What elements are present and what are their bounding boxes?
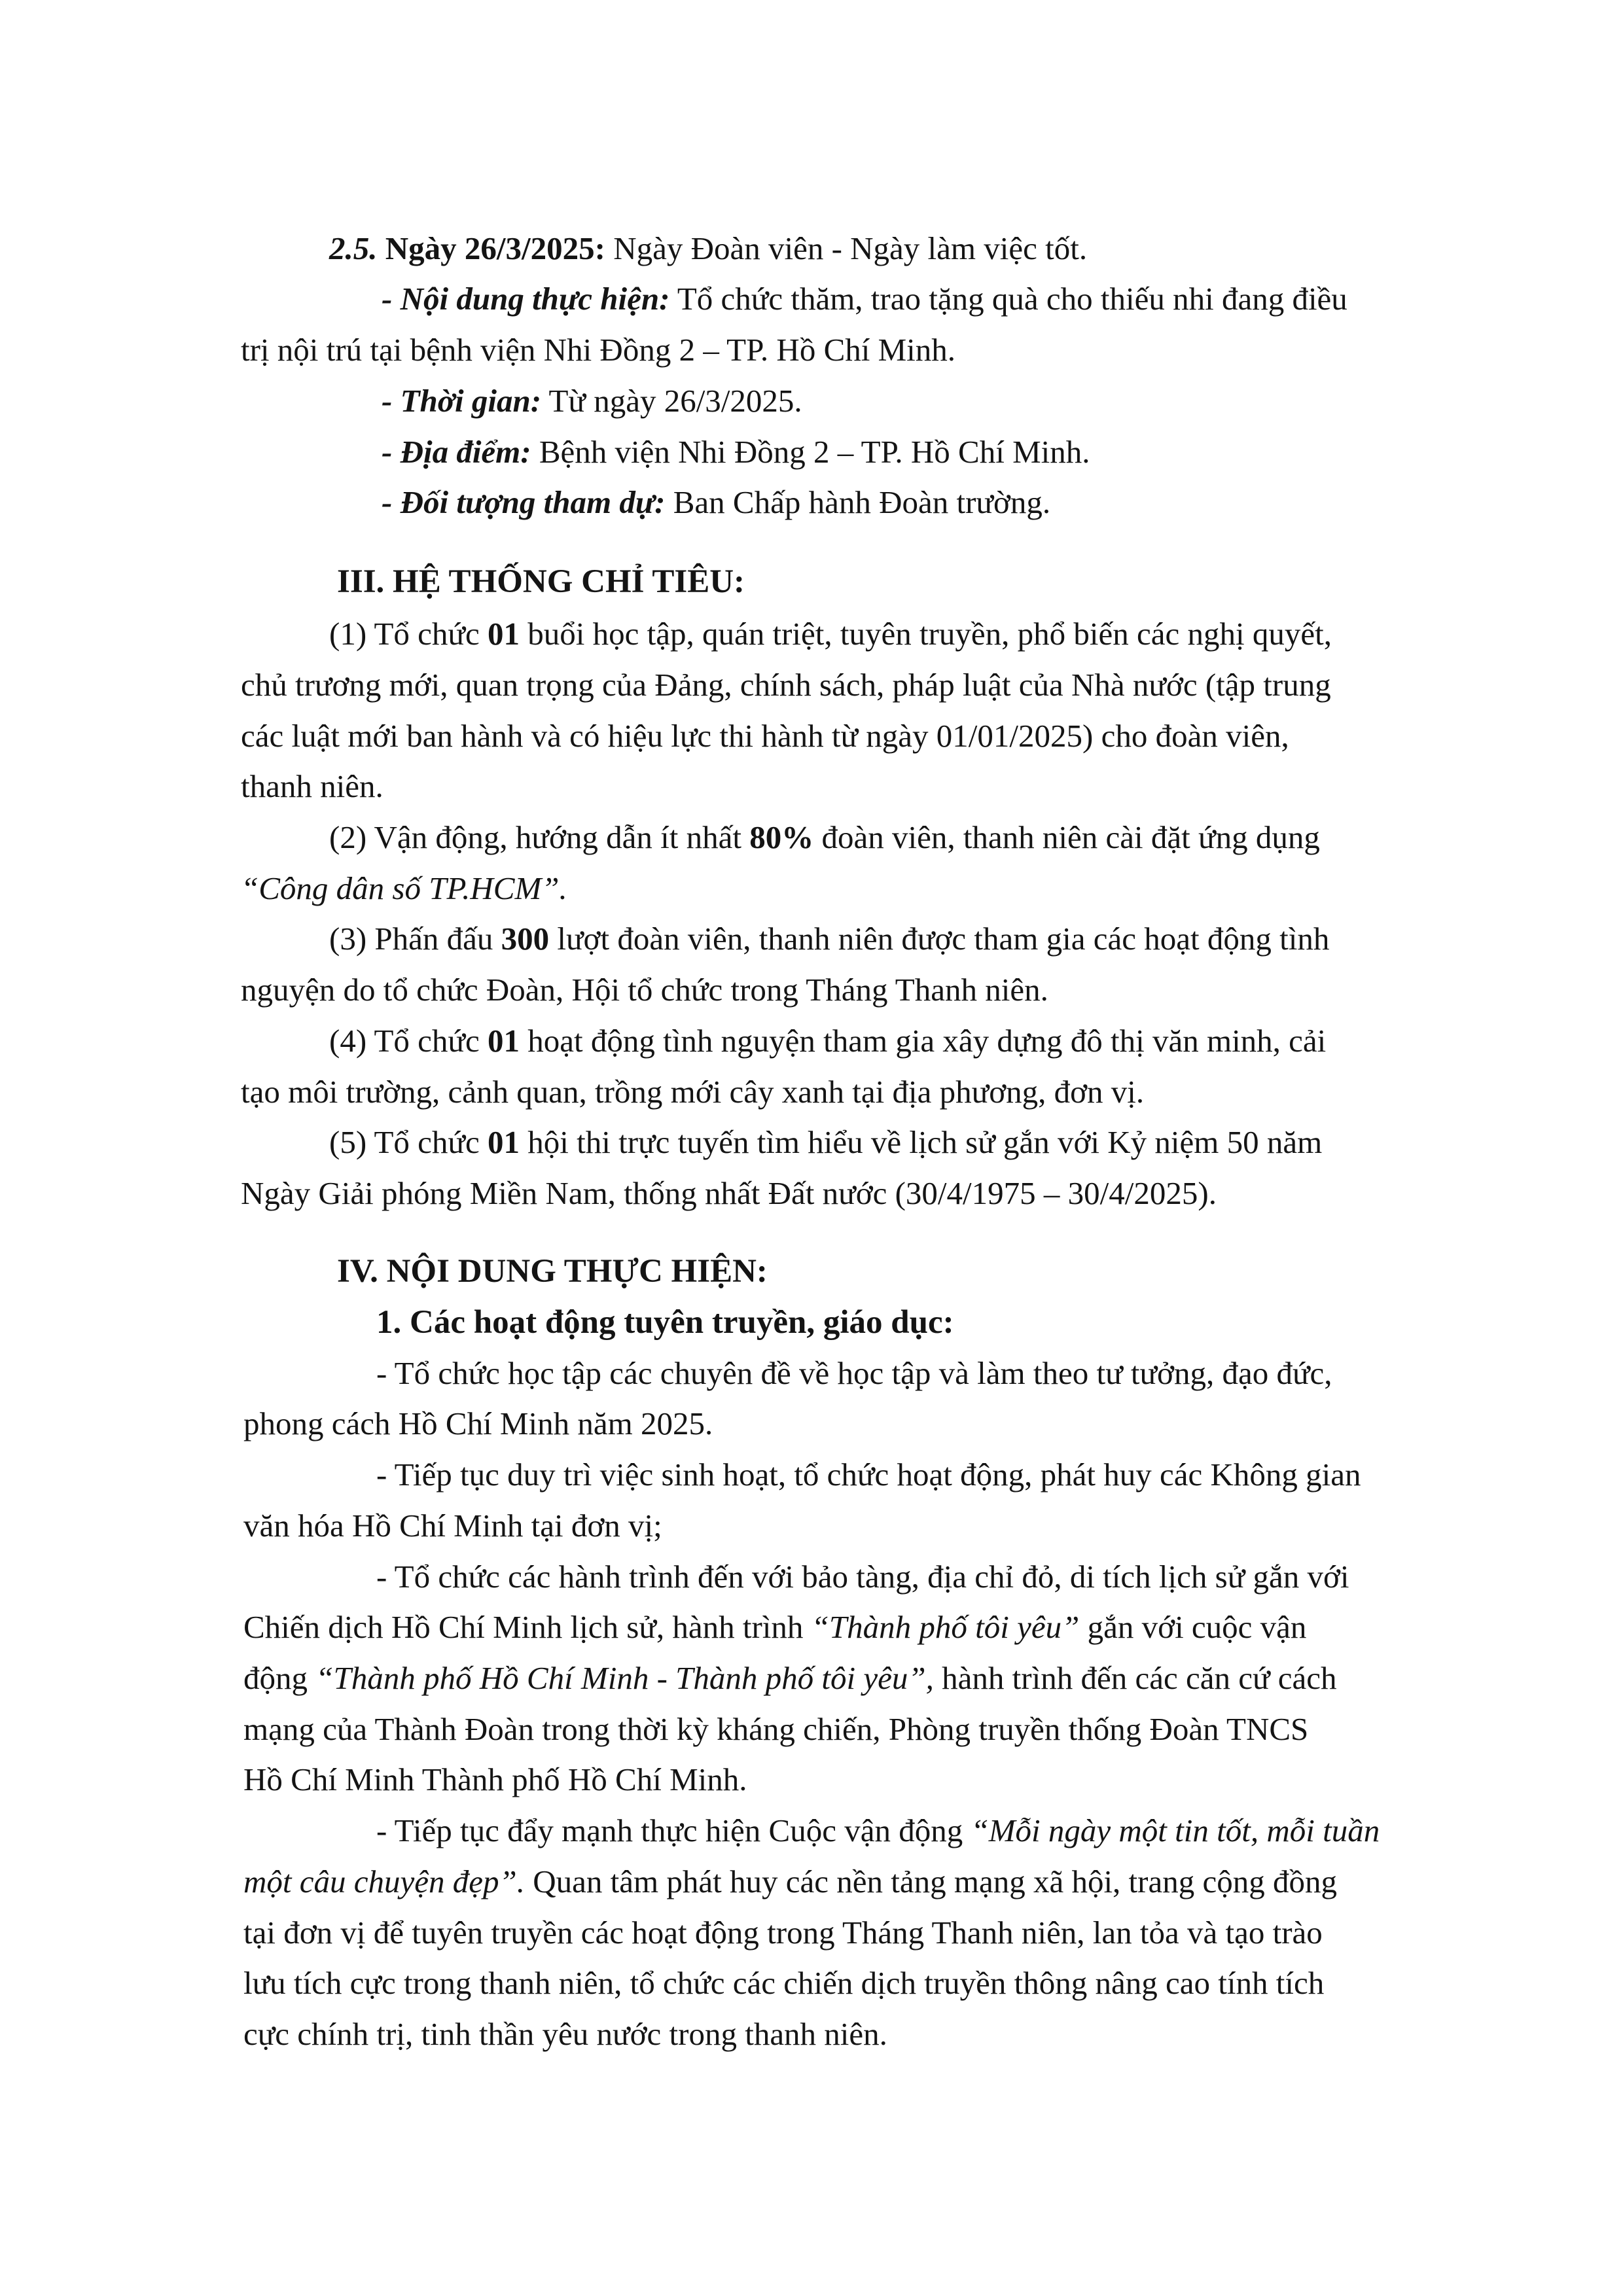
target-3-text-a: (3) Phấn đấu (329, 921, 501, 957)
para-3-line-3 (243, 1657, 1337, 1699)
para-2-line-1: - Tiếp tục duy trì việc sinh hoạt, tổ chức hoạt động, phát huy các Không gian (376, 1457, 1361, 1492)
para-4-text-a: - Tiếp tục đẩy mạnh thực hiện Cuộc vận động (376, 1812, 971, 1848)
para-3-line-5: Hồ Chí Minh Thành phố Hồ Chí Minh. (243, 1761, 747, 1797)
audience-line (382, 482, 1050, 523)
target-5-text-a: (5) Tổ chức (329, 1124, 488, 1160)
section-2-5-title (329, 228, 1087, 270)
para-3-line-4: mạng của Thành Đoàn trong thời kỳ kháng chiến, Phòng truyền thống Đoàn TNCS (243, 1711, 1309, 1747)
para-3-text-d: động (243, 1660, 316, 1696)
target-5-line-1 (329, 1122, 1322, 1163)
subsection-1-heading: 1. Các hoạt động tuyên truyền, giáo dục: (376, 1304, 954, 1341)
target-4-text-c: hoạt động tình nguyện tham gia xây dựng đô thị văn minh, cải (520, 1023, 1327, 1059)
para-1-line-2: phong cách Hồ Chí Minh năm 2025. (243, 1405, 713, 1441)
target-4-text-a: (4) Tổ chức (329, 1023, 488, 1059)
target-5-count: 01 (488, 1124, 520, 1160)
para-4-line-3: tại đơn vị để tuyên truyền các hoạt động trong Tháng Thanh niên, lan tỏa và tạo trào (243, 1915, 1323, 1951)
place-line (382, 431, 1090, 473)
target-5-text-c: hội thi trực tuyến tìm hiểu về lịch sử gắn với Kỷ niệm 50 năm (520, 1124, 1323, 1160)
para-4-line-4: lưu tích cực trong thanh niên, tổ chức các chiến dịch truyền thông nâng cao tính tích (243, 1965, 1325, 2001)
section-title-text: Ngày Đoàn viên - Ngày làm việc tốt. (605, 230, 1088, 266)
content-label: - Nội dung thực hiện: (382, 281, 670, 317)
para-3-text-c: gắn với cuộc vận (1079, 1609, 1307, 1645)
para-4-line-5: cực chính trị, tinh thần yêu nước trong thanh niên. (243, 2016, 887, 2052)
content-line (382, 278, 1347, 320)
para-3-text-a: Chiến dịch Hồ Chí Minh lịch sử, hành trình (243, 1609, 812, 1645)
target-1-line-3: các luật mới ban hành và có hiệu lực thi hành từ ngày 01/01/2025) cho đoàn viên, (241, 718, 1289, 754)
place-text: Bệnh viện Nhi Đồng 2 – TP. Hồ Chí Minh. (531, 434, 1090, 470)
target-5-line-2: Ngày Giải phóng Miền Nam, thống nhất Đất nước (30/4/1975 – 30/4/2025). (241, 1175, 1217, 1211)
target-2-percent: 80% (749, 819, 814, 855)
audience-text: Ban Chấp hành Đoàn trường. (665, 484, 1051, 520)
target-1-line-2: chủ trương mới, quan trọng của Đảng, chính sách, pháp luật của Nhà nước (tập trung (241, 667, 1331, 703)
para-4-quote-b: một câu chuyện đẹp”. (243, 1863, 525, 1899)
section-date: Ngày 26/3/2025: (385, 230, 605, 266)
target-4-line-1 (329, 1020, 1326, 1062)
para-3-line-1: - Tổ chức các hành trình đến với bảo tàng, địa chỉ đỏ, di tích lịch sử gắn với (376, 1559, 1349, 1595)
para-3-text-e: hành trình đến các căn cứ cách (933, 1660, 1337, 1696)
audience-label: - Đối tượng tham dự: (382, 484, 666, 520)
para-4-line-2 (243, 1861, 1337, 1903)
para-2-line-2: văn hóa Hồ Chí Minh tại đơn vị; (243, 1508, 662, 1544)
para-1-line-1: - Tổ chức học tập các chuyên đề về học tập và làm theo tư tưởng, đạo đức, (376, 1355, 1332, 1391)
target-1-line-1 (329, 613, 1332, 655)
target-3-text-c: lượt đoàn viên, thanh niên được tham gia các hoạt động tình (549, 921, 1330, 957)
target-2-line-2: “Công dân số TP.HCM”. (241, 870, 567, 906)
para-4-quote-a: “Mỗi ngày một tin tốt, mỗi tuần (971, 1812, 1380, 1848)
target-1-line-4: thanh niên. (241, 768, 383, 804)
target-3-line-2: nguyện do tổ chức Đoàn, Hội tổ chức trong Tháng Thanh niên. (241, 972, 1048, 1008)
content-text: Tổ chức thăm, trao tặng quà cho thiếu nhi đang điều (669, 281, 1347, 317)
para-3-line-2 (243, 1606, 1306, 1648)
target-4-line-2: tạo môi trường, cảnh quan, trồng mới cây xanh tại địa phương, đơn vị. (241, 1074, 1145, 1110)
time-label: - Thời gian: (382, 383, 542, 419)
time-text: Từ ngày 26/3/2025. (541, 383, 802, 419)
target-4-count: 01 (488, 1023, 520, 1059)
target-2-text-a: (2) Vận động, hướng dẫn ít nhất (329, 819, 750, 855)
target-2-text-c: đoàn viên, thanh niên cài đặt ứng dụng (813, 819, 1320, 855)
target-3-line-1 (329, 918, 1329, 960)
content-line-2: trị nội trú tại bệnh viện Nhi Đồng 2 – TP. Hồ Chí Minh. (241, 332, 956, 368)
target-1-count: 01 (488, 616, 520, 652)
section-3-heading: III. HỆ THỐNG CHỈ TIÊU: (337, 563, 745, 600)
section-number: 2.5. (329, 230, 378, 266)
target-2-line-1 (329, 817, 1320, 858)
para-3-quote-1: “Thành phố tôi yêu” (811, 1609, 1080, 1645)
para-4-line-1 (376, 1810, 1380, 1852)
para-4-text-b: Quan tâm phát huy các nền tảng mạng xã hội, trang cộng đồng (525, 1863, 1337, 1899)
time-line (382, 380, 802, 422)
target-1-text-a: (1) Tổ chức (329, 616, 488, 652)
target-3-count: 300 (501, 921, 550, 957)
target-1-text-c: buổi học tập, quán triệt, tuyên truyền, phổ biến các nghị quyết, (520, 616, 1332, 652)
section-4-heading: IV. NỘI DUNG THỰC HIỆN: (337, 1253, 768, 1290)
place-label: - Địa điểm: (382, 434, 531, 470)
para-3-quote-2: “Thành phố Hồ Chí Minh - Thành phố tôi yêu”, (315, 1660, 934, 1696)
